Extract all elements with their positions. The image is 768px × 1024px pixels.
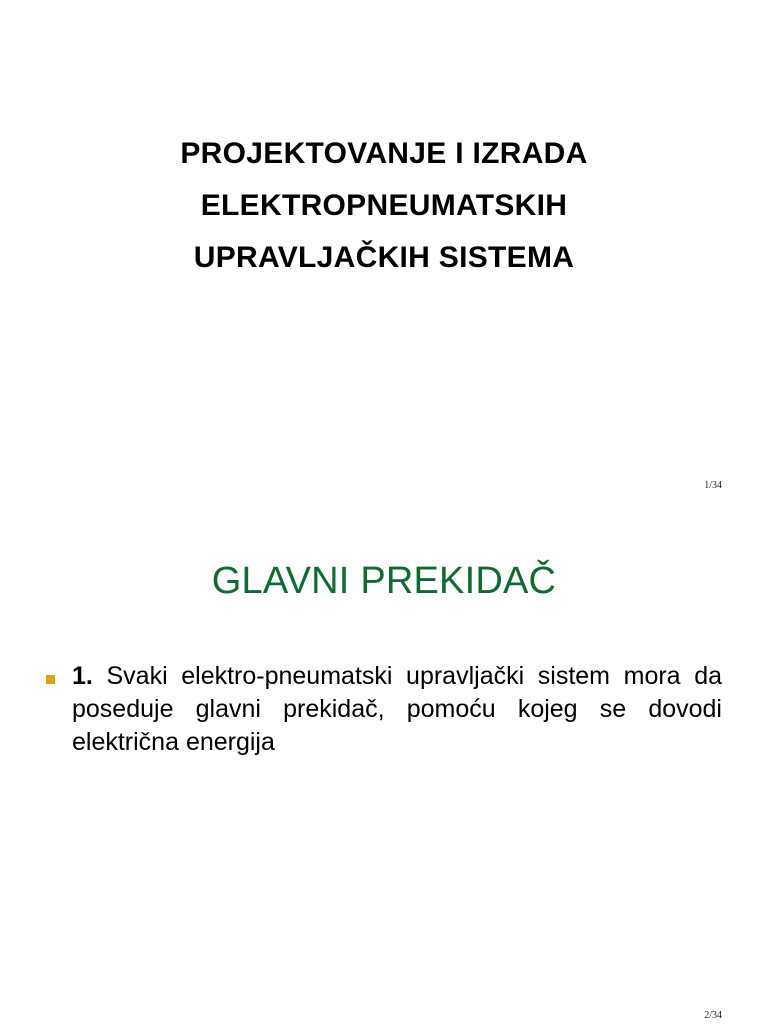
title-line-3: UPRAVLJAČKIH SISTEMA [193,241,575,274]
title-line-1: PROJEKTOVANJE I IZRADA [180,137,588,170]
slide-heading: GLAVNI PREKIDAČ [211,560,557,602]
slide-2 [0,512,768,1024]
bullet-body: Svaki elektro-pneumatski upravljački sistem mora da poseduje glavni prekidač, pomoću kojeg se dovodi električna energija [72,662,722,756]
bullet-text [72,660,722,759]
page-number: 2/34 [704,1010,722,1021]
bullet-item [46,660,722,759]
bullet-number: 1. [72,662,93,690]
slide-title [0,128,768,284]
title-line-2: ELEKTROPNEUMATSKIH [200,189,568,222]
square-bullet-icon [46,675,55,684]
page-number: 1/34 [704,480,722,491]
